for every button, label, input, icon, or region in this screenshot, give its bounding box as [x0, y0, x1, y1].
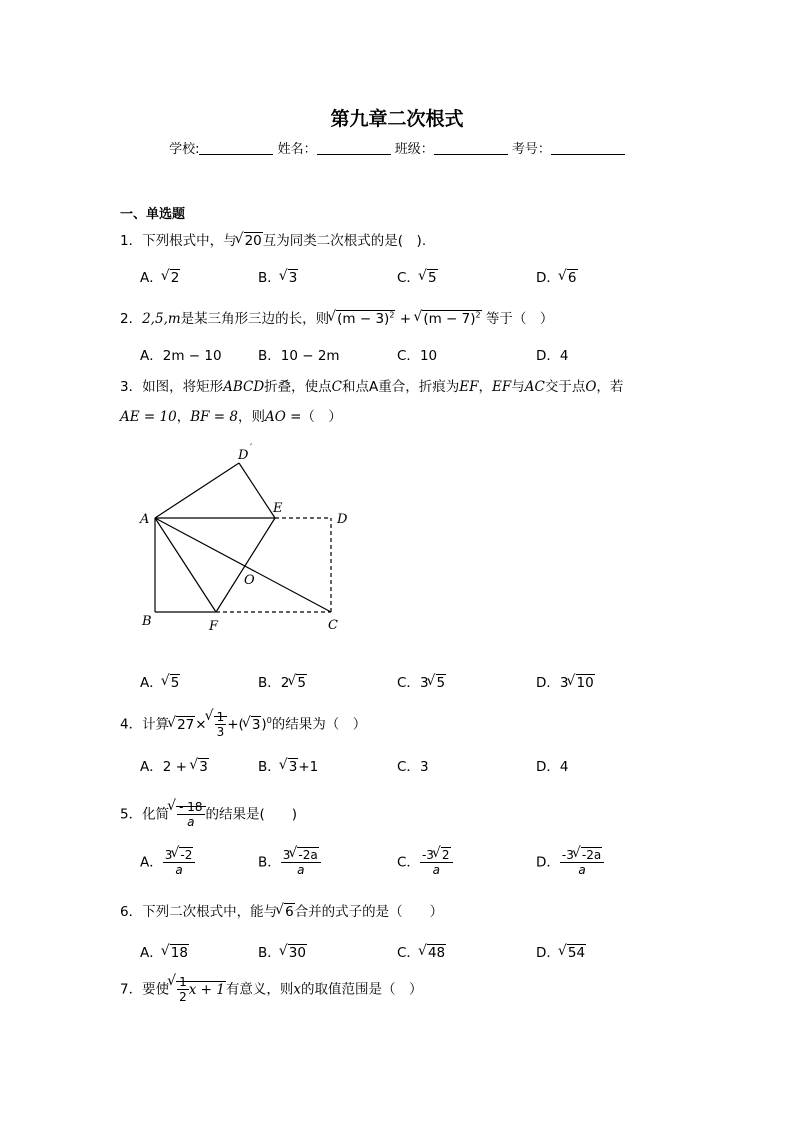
q2-option-a[interactable] [140, 344, 222, 364]
sqrt-icon [434, 848, 451, 862]
math-vars: 2,5,m [142, 311, 181, 327]
sqrt-icon [289, 675, 307, 691]
q2-option-b[interactable] [258, 344, 340, 364]
q1-option-a[interactable] [140, 266, 180, 286]
option-label: A． [140, 348, 163, 364]
question-number: 1． [120, 233, 143, 249]
q3-option-b[interactable] [258, 671, 307, 691]
segment-ad-prime [155, 463, 239, 518]
option-text: 2m − 10 [162, 348, 222, 364]
q4-option-a[interactable] [140, 755, 209, 775]
fraction [215, 710, 227, 739]
plus-sign: + [399, 311, 412, 327]
option-text: 4 [559, 759, 569, 775]
numerator: √ 1 [216, 710, 225, 724]
question-7 [120, 975, 422, 1004]
radicand: 2 [441, 848, 450, 862]
radicand: 5 [427, 270, 437, 286]
denominator: a [187, 815, 195, 829]
question-text: 如图，将矩形 [142, 379, 224, 395]
radicand: 5 [436, 675, 446, 691]
denominator: a [432, 863, 440, 877]
radicand: 3 [288, 270, 298, 286]
question-3-line-2 [120, 405, 342, 425]
question-text: 是某三角形三边的长，则 [180, 311, 330, 327]
option-text: 2 + [162, 759, 187, 775]
question-number: 3． [120, 379, 143, 395]
class-label: 班级： [394, 142, 434, 157]
exponent: 0 [266, 716, 272, 725]
question-text: 的取值范围是（ ） [300, 981, 423, 998]
option-label: A． [140, 675, 163, 691]
math-expr: AE = 10 [120, 409, 177, 425]
coefficient: 2 [280, 675, 290, 691]
question-text: ，若 [596, 379, 624, 395]
fraction [281, 848, 321, 877]
math-var: O [585, 379, 597, 395]
option-label: C． [397, 945, 420, 961]
question-text: 和点A重合，折痕为 [342, 379, 460, 395]
q5-option-c[interactable] [397, 848, 453, 877]
radicand: 27 [177, 716, 195, 733]
diagonal-ac [155, 518, 331, 612]
sqrt-icon [569, 675, 595, 691]
sqrt-icon [415, 311, 481, 328]
radicand: (m − 3) [337, 311, 390, 327]
sqrt-icon [244, 717, 262, 733]
q3-option-c[interactable] [397, 671, 446, 691]
option-label: A． [140, 854, 163, 871]
q1-option-c[interactable] [397, 266, 438, 286]
question-6 [120, 900, 443, 920]
sqrt-icon [277, 904, 295, 920]
sqrt-icon [281, 945, 307, 961]
q4-option-c[interactable] [397, 755, 429, 775]
student-info-line [0, 138, 794, 157]
radicand: 54 [567, 945, 586, 961]
geometry-figure [130, 440, 360, 640]
question-text: 互为同类二次根式的是( ). [262, 233, 427, 249]
question-text: 要使 [142, 981, 170, 998]
school-label: 学校: [169, 142, 200, 157]
crease-ef [216, 518, 275, 612]
question-text: ，则 [237, 409, 265, 425]
option-text: 4 [559, 348, 569, 364]
q4-option-b[interactable] [258, 755, 318, 775]
option-label: C． [397, 675, 420, 691]
option-label: C． [397, 348, 420, 364]
page-title: 第九章二次根式 [330, 108, 464, 130]
question-text: 与 [511, 379, 525, 395]
radicand: -2a [298, 848, 318, 862]
coefficient: -3 [561, 848, 574, 862]
math-var: EF [492, 379, 512, 395]
label-o: O [244, 573, 255, 588]
radicand: 5 [297, 675, 306, 691]
label-f: F [209, 619, 219, 634]
question-5 [120, 800, 297, 829]
option-text: +1 [298, 759, 319, 775]
question-text: 折叠，使点 [264, 379, 332, 395]
fraction [420, 848, 453, 877]
math-var: x [293, 981, 301, 998]
option-label: B． [258, 945, 281, 961]
radicand: (m − 7) [423, 311, 476, 327]
name-blank[interactable] [317, 141, 391, 155]
option-label: C． [397, 270, 420, 286]
question-number: 4． [120, 716, 143, 733]
math-var: AC [524, 379, 545, 395]
radicand: -2 [180, 848, 193, 862]
plus-sign: + [227, 716, 239, 733]
sqrt-icon [429, 675, 447, 691]
segment-d-prime-e [239, 463, 275, 518]
punct: ， [478, 379, 492, 395]
option-label: B． [258, 854, 281, 871]
label-prime-mark: ′ [250, 443, 253, 454]
times-sign: × [195, 716, 207, 733]
q6-option-c[interactable] [397, 941, 446, 961]
option-text: 10 [419, 348, 438, 364]
question-text: 的结果是( ) [205, 806, 298, 823]
segment-af [155, 518, 216, 612]
radicand: 6 [285, 904, 294, 920]
question-number: 7． [120, 981, 143, 998]
radicand: -2a [581, 848, 602, 862]
question-text: 交于点 [544, 379, 586, 395]
option-label: D． [536, 945, 560, 961]
number-blank[interactable] [551, 141, 625, 155]
sqrt-icon [329, 311, 395, 328]
coefficient: 3 [419, 675, 429, 691]
question-1 [120, 229, 426, 249]
option-label: A． [140, 945, 163, 961]
q1-option-d[interactable] [536, 266, 578, 286]
q1-option-b[interactable] [258, 266, 298, 286]
coefficient: 3 [559, 675, 569, 691]
question-2 [120, 307, 553, 327]
q5-option-b[interactable] [258, 848, 321, 877]
math-var: C [331, 379, 343, 395]
q4-option-d[interactable] [536, 755, 569, 775]
name-label: 姓名： [277, 142, 317, 157]
sqrt-icon [169, 800, 205, 829]
q3-option-d[interactable] [536, 671, 595, 691]
coefficient: -3 [421, 848, 434, 862]
label-c: C [328, 618, 338, 633]
fraction [163, 848, 196, 877]
option-text: 3 [419, 759, 429, 775]
fraction [560, 848, 604, 877]
sqrt-icon [574, 848, 602, 862]
question-number: 6． [120, 904, 143, 920]
sqrt-icon [420, 270, 438, 286]
denominator: a [297, 863, 305, 877]
option-label: B． [258, 270, 281, 286]
question-number: 5． [120, 806, 143, 823]
fraction [177, 975, 189, 1004]
math-expr: AO = [264, 409, 302, 425]
sqrt-icon [281, 759, 299, 775]
label-e: E [273, 501, 283, 516]
question-4: 4．计算√ 27× √ $\frac{1}{3}$ +(√ 3)$^0$的结果为（ ） [120, 710, 366, 739]
class-blank[interactable] [434, 141, 508, 155]
q6-option-d[interactable] [536, 941, 586, 961]
option-label: D． [536, 270, 560, 286]
option-label: C． [397, 854, 420, 871]
question-number: 2． [120, 311, 143, 327]
fraction [177, 800, 204, 829]
radicand: 48 [427, 945, 446, 961]
radicand: 3 [199, 759, 208, 775]
radicand: 20 [244, 233, 262, 249]
option-label: B． [258, 759, 281, 775]
question-text: 计算 [142, 716, 170, 733]
sqrt-icon [163, 270, 181, 286]
option-label: B． [258, 675, 281, 691]
sqrt-icon [560, 945, 586, 961]
radicand: 2 [170, 270, 180, 286]
q2-option-c[interactable] [397, 344, 437, 364]
sqrt-icon [163, 945, 189, 961]
radicand: 3 [288, 759, 298, 775]
option-label: A． [140, 270, 163, 286]
radicand: 3 [251, 716, 261, 733]
denominator: 3 [216, 725, 225, 739]
radicand: 5 [170, 675, 180, 691]
option-label: D． [536, 675, 560, 691]
sqrt-icon [172, 848, 193, 862]
question-3 [120, 375, 623, 395]
denominator: a [578, 863, 586, 877]
exponent: 2 [389, 310, 395, 320]
option-label: D． [536, 759, 560, 775]
sqrt-icon [191, 759, 209, 775]
sqrt-icon [207, 710, 228, 739]
math-var: ABCD [223, 379, 265, 395]
radicand: 30 [288, 945, 306, 961]
question-text: 下列根式中，与 [142, 233, 237, 249]
numerator: √ 1 [179, 975, 187, 989]
coefficient: 3 [282, 848, 291, 862]
math-expr: BF = 8 [190, 409, 238, 425]
radicand: 18 [170, 945, 188, 961]
number-label: 考号： [511, 142, 551, 157]
q6-option-b[interactable] [258, 941, 307, 961]
label-d: D [337, 512, 348, 527]
question-text: 下列二次根式中，能与 [142, 904, 278, 920]
numerator: √ - 18 [179, 800, 203, 814]
section-heading: 一、单选题 [120, 207, 186, 222]
sqrt-icon [169, 975, 226, 1004]
denominator: 2 [179, 990, 187, 1004]
coefficient: 3 [164, 848, 173, 862]
sqrt-icon [169, 717, 195, 733]
sqrt-icon [163, 675, 181, 691]
question-text: 的结果为（ ） [271, 716, 367, 733]
sqrt-icon [237, 233, 263, 249]
label-b: B [142, 614, 152, 629]
label-a: A [140, 512, 150, 527]
school-blank[interactable] [199, 141, 273, 155]
math-var: EF [459, 379, 479, 395]
question-text: 有意义，则 [225, 981, 294, 998]
q3-option-a[interactable] [140, 671, 180, 691]
question-text: 化简 [142, 806, 170, 823]
punct: ， [176, 409, 191, 425]
q5-option-d[interactable] [536, 848, 604, 877]
sqrt-icon [290, 848, 318, 862]
option-label: B． [258, 348, 281, 364]
option-label: D． [536, 348, 560, 364]
exponent: 2 [475, 310, 481, 320]
radicand: 10 [576, 675, 594, 691]
sqrt-icon [560, 270, 578, 286]
question-text: （ ） [301, 409, 342, 425]
denominator: a [175, 863, 183, 877]
option-text: 10 − 2m [280, 348, 340, 364]
math-expr: x + 1 [188, 981, 225, 998]
option-label: D． [536, 854, 560, 871]
q6-option-a[interactable] [140, 941, 189, 961]
option-label: C． [397, 759, 420, 775]
radicand: 6 [567, 270, 577, 286]
label-d-prime: D [238, 448, 249, 463]
question-text: 合并的式子的是（ ） [294, 904, 444, 920]
option-label: A． [140, 759, 163, 775]
q2-option-d[interactable] [536, 344, 569, 364]
sqrt-icon [281, 270, 299, 286]
question-text: 等于（ ） [485, 311, 554, 327]
sqrt-icon [420, 945, 446, 961]
q5-option-a[interactable] [140, 848, 195, 877]
